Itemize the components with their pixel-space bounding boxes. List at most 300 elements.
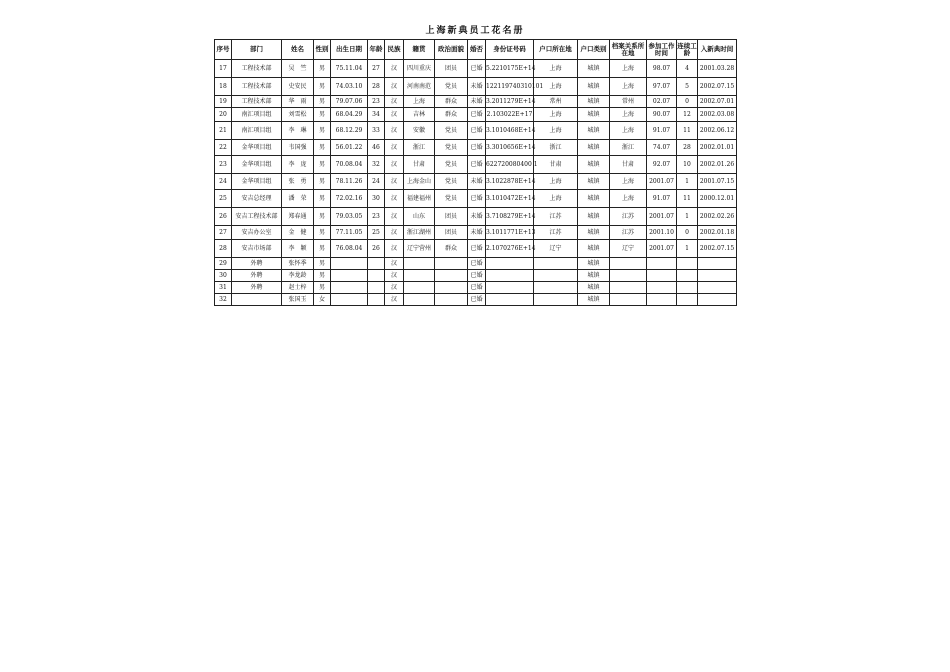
cell-archive-location: 常州 xyxy=(610,96,647,108)
cell-seq: 17 xyxy=(215,60,232,78)
cell-hukou-type: 城镇 xyxy=(578,156,610,174)
cell-archive-location xyxy=(610,294,647,306)
col-header-married: 婚否 xyxy=(468,40,486,60)
cell-political-status: 党员 xyxy=(435,140,468,156)
cell-dept: 工程技术部 xyxy=(232,96,282,108)
cell-work-start: 98.07 xyxy=(647,60,677,78)
cell-archive-location: 上海 xyxy=(610,190,647,208)
cell-gender: 男 xyxy=(314,208,331,226)
cell-archive-location: 江苏 xyxy=(610,208,647,226)
col-header-birthdate: 出生日期 xyxy=(331,40,368,60)
cell-political-status xyxy=(435,258,468,270)
cell-name: 赵士梓 xyxy=(282,282,314,294)
table-row xyxy=(215,96,737,108)
cell-political-status xyxy=(435,270,468,282)
cell-id-number: 5.2210175E+14 xyxy=(486,60,534,78)
cell-seniority: 4 xyxy=(677,60,698,78)
cell-hukou-type: 城镇 xyxy=(578,294,610,306)
cell-gender: 男 xyxy=(314,226,331,240)
table-row xyxy=(215,282,737,294)
cell-native-place: 四川重庆 xyxy=(404,60,435,78)
cell-seniority: 1 xyxy=(677,174,698,190)
table-row xyxy=(215,108,737,122)
cell-archive-location: 上海 xyxy=(610,122,647,140)
cell-dept: 安吉市场部 xyxy=(232,240,282,258)
cell-gender: 男 xyxy=(314,190,331,208)
cell-gender: 男 xyxy=(314,78,331,96)
cell-ethnicity: 汉 xyxy=(385,240,404,258)
table-row xyxy=(215,78,737,96)
cell-seq: 26 xyxy=(215,208,232,226)
cell-hukou-location: 上海 xyxy=(534,60,578,78)
cell-hukou-location: 江苏 xyxy=(534,208,578,226)
cell-native-place: 福建福州 xyxy=(404,190,435,208)
cell-gender: 男 xyxy=(314,122,331,140)
cell-name: 金 健 xyxy=(282,226,314,240)
cell-ethnicity: 汉 xyxy=(385,60,404,78)
cell-id-number: 3.1011771E+13 xyxy=(486,226,534,240)
cell-native-place: 吉林 xyxy=(404,108,435,122)
cell-political-status: 群众 xyxy=(435,240,468,258)
cell-age: 33 xyxy=(368,122,385,140)
cell-work-start: 2001.07 xyxy=(647,240,677,258)
cell-seq: 19 xyxy=(215,96,232,108)
cell-age: 30 xyxy=(368,190,385,208)
cell-id-number: 3.1010472E+14 xyxy=(486,190,534,208)
cell-married: 已婚 xyxy=(468,270,486,282)
cell-gender: 男 xyxy=(314,258,331,270)
cell-seniority: 5 xyxy=(677,78,698,96)
cell-name: 郑春通 xyxy=(282,208,314,226)
cell-hukou-type: 城镇 xyxy=(578,60,610,78)
cell-married: 已婚 xyxy=(468,122,486,140)
cell-native-place: 甘肃 xyxy=(404,156,435,174)
cell-birthdate: 74.03.10 xyxy=(331,78,368,96)
cell-native-place: 辽宁营州 xyxy=(404,240,435,258)
cell-ethnicity: 汉 xyxy=(385,156,404,174)
cell-dept: 安吉工程技术部 xyxy=(232,208,282,226)
cell-seniority: 1 xyxy=(677,208,698,226)
cell-seq: 24 xyxy=(215,174,232,190)
cell-work-start: 74.07 xyxy=(647,140,677,156)
cell-name: 张 勇 xyxy=(282,174,314,190)
cell-birthdate xyxy=(331,258,368,270)
cell-birthdate: 75.11.04 xyxy=(331,60,368,78)
cell-id-number xyxy=(486,258,534,270)
cell-name: 韦国强 xyxy=(282,140,314,156)
cell-birthdate xyxy=(331,270,368,282)
cell-gender: 男 xyxy=(314,270,331,282)
cell-join-date xyxy=(698,282,737,294)
cell-seq: 23 xyxy=(215,156,232,174)
cell-gender: 男 xyxy=(314,282,331,294)
cell-name: 吴 竺 xyxy=(282,60,314,78)
cell-archive-location xyxy=(610,258,647,270)
cell-age: 24 xyxy=(368,174,385,190)
cell-political-status: 党员 xyxy=(435,78,468,96)
cell-join-date: 2002.06.12 xyxy=(698,122,737,140)
table-row xyxy=(215,190,737,208)
cell-join-date: 2002.07.15 xyxy=(698,78,737,96)
cell-join-date: 2002.01.26 xyxy=(698,156,737,174)
cell-married: 已婚 xyxy=(468,282,486,294)
cell-work-start: 91.07 xyxy=(647,122,677,140)
cell-political-status xyxy=(435,294,468,306)
cell-birthdate: 79.03.05 xyxy=(331,208,368,226)
cell-hukou-location: 江苏 xyxy=(534,226,578,240)
cell-birthdate xyxy=(331,294,368,306)
cell-join-date xyxy=(698,294,737,306)
cell-age: 27 xyxy=(368,60,385,78)
cell-hukou-type: 城镇 xyxy=(578,258,610,270)
cell-birthdate: 77.11.05 xyxy=(331,226,368,240)
cell-seniority: 12 xyxy=(677,108,698,122)
cell-age: 23 xyxy=(368,96,385,108)
cell-age: 28 xyxy=(368,78,385,96)
cell-age xyxy=(368,270,385,282)
cell-work-start xyxy=(647,294,677,306)
cell-join-date xyxy=(698,258,737,270)
cell-dept: 金华项目组 xyxy=(232,140,282,156)
employee-roster-table xyxy=(214,39,737,306)
cell-hukou-location xyxy=(534,294,578,306)
cell-political-status: 党员 xyxy=(435,190,468,208)
cell-gender: 男 xyxy=(314,108,331,122)
cell-ethnicity: 汉 xyxy=(385,258,404,270)
cell-id-number: 3.2011279E+14 xyxy=(486,96,534,108)
cell-gender: 男 xyxy=(314,240,331,258)
cell-hukou-type: 城镇 xyxy=(578,270,610,282)
table-row xyxy=(215,226,737,240)
cell-ethnicity: 汉 xyxy=(385,190,404,208)
cell-seq: 27 xyxy=(215,226,232,240)
cell-seniority: 11 xyxy=(677,122,698,140)
cell-id-number: 2.1070276E+14 xyxy=(486,240,534,258)
cell-political-status xyxy=(435,282,468,294)
cell-dept: 外聘 xyxy=(232,270,282,282)
cell-work-start: 90.07 xyxy=(647,108,677,122)
cell-ethnicity: 汉 xyxy=(385,226,404,240)
cell-married: 未婚 xyxy=(468,174,486,190)
cell-archive-location: 江苏 xyxy=(610,226,647,240)
col-header-ethnicity: 民族 xyxy=(385,40,404,60)
cell-birthdate: 68.12.29 xyxy=(331,122,368,140)
cell-archive-location: 上海 xyxy=(610,78,647,96)
cell-native-place: 上海 xyxy=(404,96,435,108)
cell-gender: 女 xyxy=(314,294,331,306)
cell-ethnicity: 汉 xyxy=(385,294,404,306)
cell-work-start xyxy=(647,270,677,282)
cell-hukou-location xyxy=(534,270,578,282)
cell-married: 未婚 xyxy=(468,96,486,108)
cell-seniority: 0 xyxy=(677,96,698,108)
cell-age xyxy=(368,294,385,306)
cell-married: 已婚 xyxy=(468,140,486,156)
cell-name: 张国玉 xyxy=(282,294,314,306)
cell-seniority: 11 xyxy=(677,190,698,208)
cell-dept: 工程技术部 xyxy=(232,60,282,78)
cell-native-place xyxy=(404,258,435,270)
cell-age: 25 xyxy=(368,226,385,240)
cell-ethnicity: 汉 xyxy=(385,208,404,226)
col-header-age: 年龄 xyxy=(368,40,385,60)
cell-political-status: 党员 xyxy=(435,174,468,190)
cell-seniority: 0 xyxy=(677,226,698,240)
cell-dept: 安吉总经理 xyxy=(232,190,282,208)
cell-native-place xyxy=(404,282,435,294)
cell-work-start: 91.07 xyxy=(647,190,677,208)
col-header-hukou-type: 户口类别 xyxy=(578,40,610,60)
cell-join-date: 2001.07.15 xyxy=(698,174,737,190)
col-header-seniority: 连续工龄 xyxy=(677,40,698,60)
table-row xyxy=(215,140,737,156)
cell-age: 46 xyxy=(368,140,385,156)
cell-name: 李 颖 xyxy=(282,240,314,258)
cell-married: 已婚 xyxy=(468,190,486,208)
cell-birthdate xyxy=(331,282,368,294)
col-header-id-number: 身份证号码 xyxy=(486,40,534,60)
cell-hukou-type: 城镇 xyxy=(578,240,610,258)
cell-hukou-type: 城镇 xyxy=(578,122,610,140)
table-row xyxy=(215,60,737,78)
cell-married: 已婚 xyxy=(468,156,486,174)
cell-age: 32 xyxy=(368,156,385,174)
cell-id-number xyxy=(486,294,534,306)
cell-age: 34 xyxy=(368,108,385,122)
cell-dept: 外聘 xyxy=(232,282,282,294)
cell-married: 已婚 xyxy=(468,60,486,78)
table-row xyxy=(215,156,737,174)
cell-hukou-location xyxy=(534,282,578,294)
cell-work-start: 2001.07 xyxy=(647,208,677,226)
cell-dept: 金华项目组 xyxy=(232,174,282,190)
cell-hukou-location: 上海 xyxy=(534,174,578,190)
cell-age: 23 xyxy=(368,208,385,226)
cell-archive-location xyxy=(610,282,647,294)
cell-married: 已婚 xyxy=(468,108,486,122)
cell-married: 已婚 xyxy=(468,294,486,306)
table-row xyxy=(215,294,737,306)
col-header-dept: 部门 xyxy=(232,40,282,60)
cell-hukou-type: 城镇 xyxy=(578,190,610,208)
cell-seniority: 10 xyxy=(677,156,698,174)
cell-political-status: 党员 xyxy=(435,156,468,174)
cell-seq: 25 xyxy=(215,190,232,208)
cell-native-place xyxy=(404,294,435,306)
cell-birthdate: 68.04.29 xyxy=(331,108,368,122)
cell-join-date xyxy=(698,270,737,282)
cell-seq: 30 xyxy=(215,270,232,282)
cell-dept: 工程技术部 xyxy=(232,78,282,96)
cell-hukou-location: 甘肃 xyxy=(534,156,578,174)
col-header-hukou-location: 户口所在地 xyxy=(534,40,578,60)
col-header-name: 姓名 xyxy=(282,40,314,60)
cell-age: 26 xyxy=(368,240,385,258)
header-row xyxy=(215,40,737,60)
cell-seq: 31 xyxy=(215,282,232,294)
cell-id-number: 3.7108279E+14 xyxy=(486,208,534,226)
cell-dept: 外聘 xyxy=(232,258,282,270)
cell-name: 潘 荣 xyxy=(282,190,314,208)
cell-name: 刘雪松 xyxy=(282,108,314,122)
cell-political-status: 团员 xyxy=(435,208,468,226)
cell-seq: 22 xyxy=(215,140,232,156)
cell-join-date: 2002.07.01 xyxy=(698,96,737,108)
cell-political-status: 群众 xyxy=(435,96,468,108)
cell-archive-location: 上海 xyxy=(610,108,647,122)
cell-married: 已婚 xyxy=(468,240,486,258)
cell-native-place: 河南南范 xyxy=(404,78,435,96)
cell-hukou-location: 辽宁 xyxy=(534,240,578,258)
cell-seniority xyxy=(677,258,698,270)
cell-work-start: 2001.07 xyxy=(647,174,677,190)
cell-hukou-type: 城镇 xyxy=(578,108,610,122)
cell-join-date: 2002.01.18 xyxy=(698,226,737,240)
col-header-gender: 性别 xyxy=(314,40,331,60)
cell-ethnicity: 汉 xyxy=(385,174,404,190)
cell-birthdate: 70.08.04 xyxy=(331,156,368,174)
cell-work-start xyxy=(647,258,677,270)
cell-work-start: 92.07 xyxy=(647,156,677,174)
cell-id-number: 2.103022E+17 xyxy=(486,108,534,122)
cell-political-status: 党员 xyxy=(435,122,468,140)
cell-id-number: 3.1010468E+14 xyxy=(486,122,534,140)
cell-name: 张怀季 xyxy=(282,258,314,270)
table-row xyxy=(215,240,737,258)
table-row xyxy=(215,122,737,140)
cell-id-number: 622720080400 1 xyxy=(486,156,534,174)
cell-id-number: 3.3010656E+14 xyxy=(486,140,534,156)
cell-seq: 28 xyxy=(215,240,232,258)
col-header-seq: 序号 xyxy=(215,40,232,60)
cell-dept: 南汇项目组 xyxy=(232,108,282,122)
col-header-native-place: 籍贯 xyxy=(404,40,435,60)
cell-married: 已婚 xyxy=(468,258,486,270)
cell-gender: 男 xyxy=(314,60,331,78)
cell-hukou-location: 上海 xyxy=(534,122,578,140)
cell-birthdate: 78.11.26 xyxy=(331,174,368,190)
cell-birthdate: 56.01.22 xyxy=(331,140,368,156)
cell-seq: 29 xyxy=(215,258,232,270)
cell-hukou-location: 浙江 xyxy=(534,140,578,156)
table-row xyxy=(215,258,737,270)
cell-archive-location xyxy=(610,270,647,282)
cell-gender: 男 xyxy=(314,174,331,190)
cell-seniority xyxy=(677,282,698,294)
cell-hukou-type: 城镇 xyxy=(578,96,610,108)
cell-name: 史安民 xyxy=(282,78,314,96)
cell-dept: 安吉办公室 xyxy=(232,226,282,240)
cell-name: 李龙龄 xyxy=(282,270,314,282)
cell-seniority: 1 xyxy=(677,240,698,258)
cell-political-status: 群众 xyxy=(435,108,468,122)
cell-gender: 男 xyxy=(314,140,331,156)
cell-ethnicity: 汉 xyxy=(385,122,404,140)
col-header-join-date: 入新典时间 xyxy=(698,40,737,60)
cell-work-start: 97.07 xyxy=(647,78,677,96)
roster-body xyxy=(215,60,737,306)
cell-ethnicity: 汉 xyxy=(385,96,404,108)
cell-hukou-type: 城镇 xyxy=(578,208,610,226)
cell-ethnicity: 汉 xyxy=(385,78,404,96)
col-header-archive-location: 档案关系所在地 xyxy=(610,40,647,60)
cell-birthdate: 72.02.16 xyxy=(331,190,368,208)
cell-hukou-location: 上海 xyxy=(534,190,578,208)
cell-native-place xyxy=(404,270,435,282)
cell-archive-location: 上海 xyxy=(610,60,647,78)
cell-seq: 20 xyxy=(215,108,232,122)
cell-hukou-location: 上海 xyxy=(534,78,578,96)
cell-hukou-location xyxy=(534,258,578,270)
cell-native-place: 浙江 xyxy=(404,140,435,156)
cell-dept: 金华项目组 xyxy=(232,156,282,174)
cell-hukou-type: 城镇 xyxy=(578,282,610,294)
cell-native-place: 山东 xyxy=(404,208,435,226)
col-header-political-status: 政治面貌 xyxy=(435,40,468,60)
table-row xyxy=(215,174,737,190)
cell-seniority xyxy=(677,294,698,306)
col-header-work-start: 参加工作时间 xyxy=(647,40,677,60)
cell-age xyxy=(368,258,385,270)
table-row xyxy=(215,270,737,282)
cell-archive-location: 甘肃 xyxy=(610,156,647,174)
cell-id-number xyxy=(486,282,534,294)
cell-join-date: 2002.07.15 xyxy=(698,240,737,258)
cell-native-place: 浙江湖州 xyxy=(404,226,435,240)
cell-hukou-type: 城镇 xyxy=(578,140,610,156)
cell-name: 华 雨 xyxy=(282,96,314,108)
cell-hukou-type: 城镇 xyxy=(578,78,610,96)
cell-gender: 男 xyxy=(314,156,331,174)
cell-archive-location: 浙江 xyxy=(610,140,647,156)
cell-seniority xyxy=(677,270,698,282)
cell-dept xyxy=(232,294,282,306)
cell-seniority: 28 xyxy=(677,140,698,156)
cell-seq: 32 xyxy=(215,294,232,306)
cell-political-status: 团员 xyxy=(435,226,468,240)
cell-join-date: 2001.03.28 xyxy=(698,60,737,78)
cell-birthdate: 79.07.06 xyxy=(331,96,368,108)
cell-seq: 21 xyxy=(215,122,232,140)
cell-political-status: 团员 xyxy=(435,60,468,78)
cell-ethnicity: 汉 xyxy=(385,270,404,282)
table-row xyxy=(215,208,737,226)
cell-id-number xyxy=(486,270,534,282)
cell-join-date: 2002.01.01 xyxy=(698,140,737,156)
cell-ethnicity: 汉 xyxy=(385,108,404,122)
cell-ethnicity: 汉 xyxy=(385,282,404,294)
cell-hukou-type: 城镇 xyxy=(578,174,610,190)
cell-ethnicity: 汉 xyxy=(385,140,404,156)
cell-native-place: 安徽 xyxy=(404,122,435,140)
cell-birthdate: 76.08.04 xyxy=(331,240,368,258)
cell-archive-location: 辽宁 xyxy=(610,240,647,258)
page-title: 上海新典员工花名册 xyxy=(425,26,525,36)
cell-seq: 18 xyxy=(215,78,232,96)
cell-age xyxy=(368,282,385,294)
cell-married: 未婚 xyxy=(468,226,486,240)
cell-work-start: 02.07 xyxy=(647,96,677,108)
cell-join-date: 2000.12.01 xyxy=(698,190,737,208)
cell-id-number: 3.1022878E+14 xyxy=(486,174,534,190)
cell-hukou-location: 上海 xyxy=(534,108,578,122)
cell-name: 李 庞 xyxy=(282,156,314,174)
cell-work-start xyxy=(647,282,677,294)
cell-hukou-type: 城镇 xyxy=(578,226,610,240)
cell-name: 李 琳 xyxy=(282,122,314,140)
cell-gender: 男 xyxy=(314,96,331,108)
cell-archive-location: 上海 xyxy=(610,174,647,190)
